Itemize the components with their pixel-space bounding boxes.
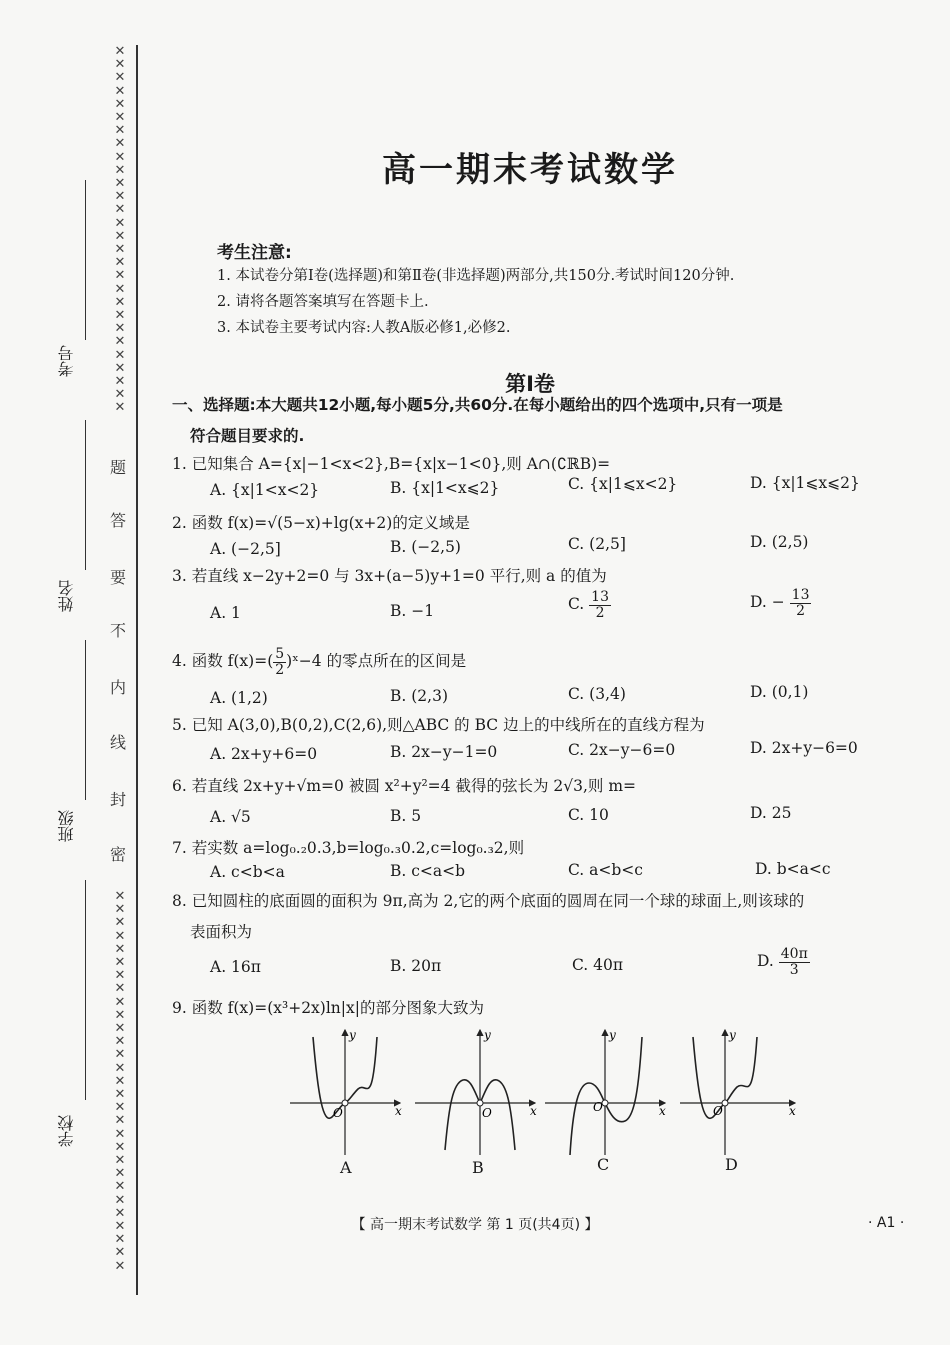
graph-d-o: O	[713, 1104, 723, 1118]
q4-option-b[interactable]: B. (2,3)	[390, 687, 448, 705]
q8-option-a[interactable]: A. 16π	[210, 958, 261, 976]
part-heading: 一、选择题:本大题共12小题,每小题5分,共60分.在每小题给出的四个选项中,只有一项是	[172, 396, 783, 414]
graph-label-b[interactable]: B	[472, 1158, 484, 1177]
q7-option-b[interactable]: B. c<a<b	[390, 862, 466, 880]
q8-option-d[interactable]	[757, 947, 810, 977]
page-footer: 【 高一期末考试数学 第 1 页(共4页) 】	[351, 1217, 599, 1233]
q5-option-b[interactable]: B. 2x−y−1=0	[390, 743, 498, 761]
notice-item: 1. 本试卷分第Ⅰ卷(选择题)和第Ⅱ卷(非选择题)两部分,共150分.考试时间120分钟.	[217, 268, 735, 284]
field-label: 学校	[57, 1115, 76, 1147]
notice-item: 3. 本试卷主要考试内容:人教A版必修1,必修2.	[217, 320, 511, 336]
field-label: 姓名	[57, 580, 76, 612]
question-4-stem: 4. 函数 f(x)=( $\frac{5}{2}$ )ˣ−4 的零点所在的区间是	[172, 646, 467, 678]
q1-option-d[interactable]: D. {x|1⩽x⩽2}	[750, 474, 860, 492]
q4-option-d[interactable]: D. (0,1)	[750, 683, 809, 701]
field-school[interactable]	[55, 1115, 95, 1155]
part-heading-cont: 符合题目要求的.	[190, 427, 305, 445]
q7-option-a[interactable]: A. c<b<a	[210, 863, 285, 881]
q2-option-b[interactable]: B. (−2,5)	[390, 538, 461, 556]
question-2-stem: 2. 函数 f(x)=√(5−x)+lg(x+2)的定义域是	[172, 514, 470, 532]
field-class[interactable]	[55, 810, 95, 850]
section-title: 第Ⅰ卷	[505, 372, 555, 396]
q7-option-c[interactable]: C. a<b<c	[568, 861, 643, 879]
q8-option-c[interactable]: C. 40π	[572, 956, 624, 974]
graph-c[interactable]	[545, 1028, 666, 1155]
q6-option-a[interactable]: A. √5	[210, 808, 251, 826]
q3d-fraction: $\frac{13}{2}$	[791, 587, 810, 619]
graph-label-c[interactable]: C	[597, 1155, 610, 1174]
notice-title: 考生注意:	[217, 243, 292, 263]
question-6-stem: 6. 若直线 2x+y+√m=0 被圆 x²+y²=4 截得的弦长为 2√3,则 m=	[172, 777, 637, 795]
notice-item: 2. 请将各题答案填写在答题卡上.	[217, 294, 429, 310]
cross-marks-bottom: ✕ ✕ ✕ ✕ ✕ ✕ ✕ ✕ ✕ ✕ ✕ ✕ ✕ ✕ ✕ ✕ ✕ ✕ ✕ ✕ ✕ ✕ ✕ ✕ ✕ ✕ ✕ ✕ ✕	[114, 889, 126, 1274]
seal-char: 不	[109, 621, 126, 640]
graph-b[interactable]	[415, 1028, 537, 1155]
graph-d[interactable]	[680, 1028, 796, 1155]
graph-label-d[interactable]: D	[725, 1155, 738, 1174]
q3-option-c[interactable]	[568, 590, 611, 620]
q1-option-a[interactable]: A. {x|1<x<2}	[210, 481, 320, 499]
q8-option-d-label: D.	[757, 952, 774, 971]
graph-c-y: y	[609, 1028, 616, 1042]
field-line	[85, 640, 86, 800]
seal-char: 密	[109, 845, 126, 864]
graph-a[interactable]	[290, 1028, 402, 1155]
q3-option-d-label: D. −	[750, 593, 785, 612]
q5-option-a[interactable]: A. 2x+y+6=0	[210, 745, 318, 763]
graph-b-o: O	[482, 1106, 492, 1120]
field-line	[85, 180, 86, 340]
graph-a-o: O	[333, 1106, 343, 1120]
seal-char: 封	[109, 790, 126, 809]
q4-fraction: $\frac{5}{2}$	[275, 646, 285, 678]
field-name[interactable]	[55, 580, 95, 620]
graph-c-o: O	[593, 1100, 603, 1114]
q6-option-d[interactable]: D. 25	[750, 804, 792, 822]
page-code: · A1 ·	[868, 1215, 905, 1231]
graph-a-x: x	[395, 1104, 402, 1118]
seal-char: 内	[109, 678, 126, 697]
seal-char: 题	[109, 458, 126, 477]
q3-option-a[interactable]: A. 1	[210, 604, 241, 622]
q3-option-d[interactable]	[750, 588, 811, 618]
q3-option-b[interactable]: B. −1	[390, 602, 435, 620]
q8d-fraction: $\frac{40\pi}{3}$	[780, 946, 808, 978]
q5-option-c[interactable]: C. 2x−y−6=0	[568, 741, 676, 759]
binding-line	[136, 45, 138, 1295]
q4-option-c[interactable]: C. (3,4)	[568, 685, 626, 703]
graph-c-x: x	[659, 1104, 666, 1118]
q1-option-c[interactable]: C. {x|1⩽x<2}	[568, 475, 678, 493]
question-8-stem-cont: 表面积为	[190, 923, 253, 941]
q5-option-d[interactable]: D. 2x+y−6=0	[750, 739, 858, 757]
field-line	[85, 880, 86, 1100]
q3c-fraction: $\frac{13}{2}$	[591, 589, 609, 621]
question-3-stem: 3. 若直线 x−2y+2=0 与 3x+(a−5)y+1=0 平行,则 a 的值为	[172, 567, 607, 585]
seal-char: 要	[109, 568, 126, 587]
graph-a-y: y	[349, 1028, 356, 1042]
seal-char: 答	[109, 511, 126, 530]
graph-d-x: x	[789, 1104, 796, 1118]
question-7-stem: 7. 若实数 a=log₀.₂0.3,b=log₀.₃0.2,c=log₀.₃2,则	[172, 839, 525, 857]
q2-option-c[interactable]: C. (2,5]	[568, 535, 626, 553]
field-label: 考号	[57, 345, 76, 377]
q4-option-a[interactable]: A. (1,2)	[210, 689, 268, 707]
exam-title: 高一期末考试数学	[382, 150, 678, 190]
q6-option-b[interactable]: B. 5	[390, 807, 422, 825]
graph-label-a[interactable]: A	[340, 1158, 352, 1177]
question-1-stem: 1. 已知集合 A={x|−1<x<2},B={x|x−1<0},则 A∩(∁ℝB)=	[172, 455, 611, 473]
question-8-stem: 8. 已知圆柱的底面圆的面积为 9π,高为 2,它的两个底面的圆周在同一个球的球面上,则该球的	[172, 892, 805, 910]
question-9-stem: 9. 函数 f(x)=(x³+2x)ln|x|的部分图象大致为	[172, 999, 484, 1017]
q2-option-d[interactable]: D. (2,5)	[750, 533, 809, 551]
q7-option-d[interactable]: D. b<a<c	[755, 860, 831, 878]
q1-option-b[interactable]: B. {x|1<x⩽2}	[390, 479, 500, 497]
q8-option-b[interactable]: B. 20π	[390, 957, 442, 975]
graph-b-y: y	[484, 1028, 491, 1042]
q3-option-c-label: C.	[568, 595, 585, 614]
cross-marks-top: ✕ ✕ ✕ ✕ ✕ ✕ ✕ ✕ ✕ ✕ ✕ ✕ ✕ ✕ ✕ ✕ ✕ ✕ ✕ ✕ ✕ ✕ ✕ ✕ ✕ ✕ ✕ ✕	[114, 44, 126, 416]
question-5-stem: 5. 已知 A(3,0),B(0,2),C(2,6),则△ABC 的 BC 边上的中线所在的直线方程为	[172, 716, 705, 734]
q2-option-a[interactable]: A. (−2,5]	[210, 540, 281, 558]
field-line	[85, 420, 86, 570]
graph-d-y: y	[729, 1028, 736, 1042]
q6-option-c[interactable]: C. 10	[568, 806, 609, 824]
graph-b-x: x	[530, 1104, 537, 1118]
field-label: 班级	[57, 810, 76, 842]
seal-char: 线	[109, 733, 126, 752]
